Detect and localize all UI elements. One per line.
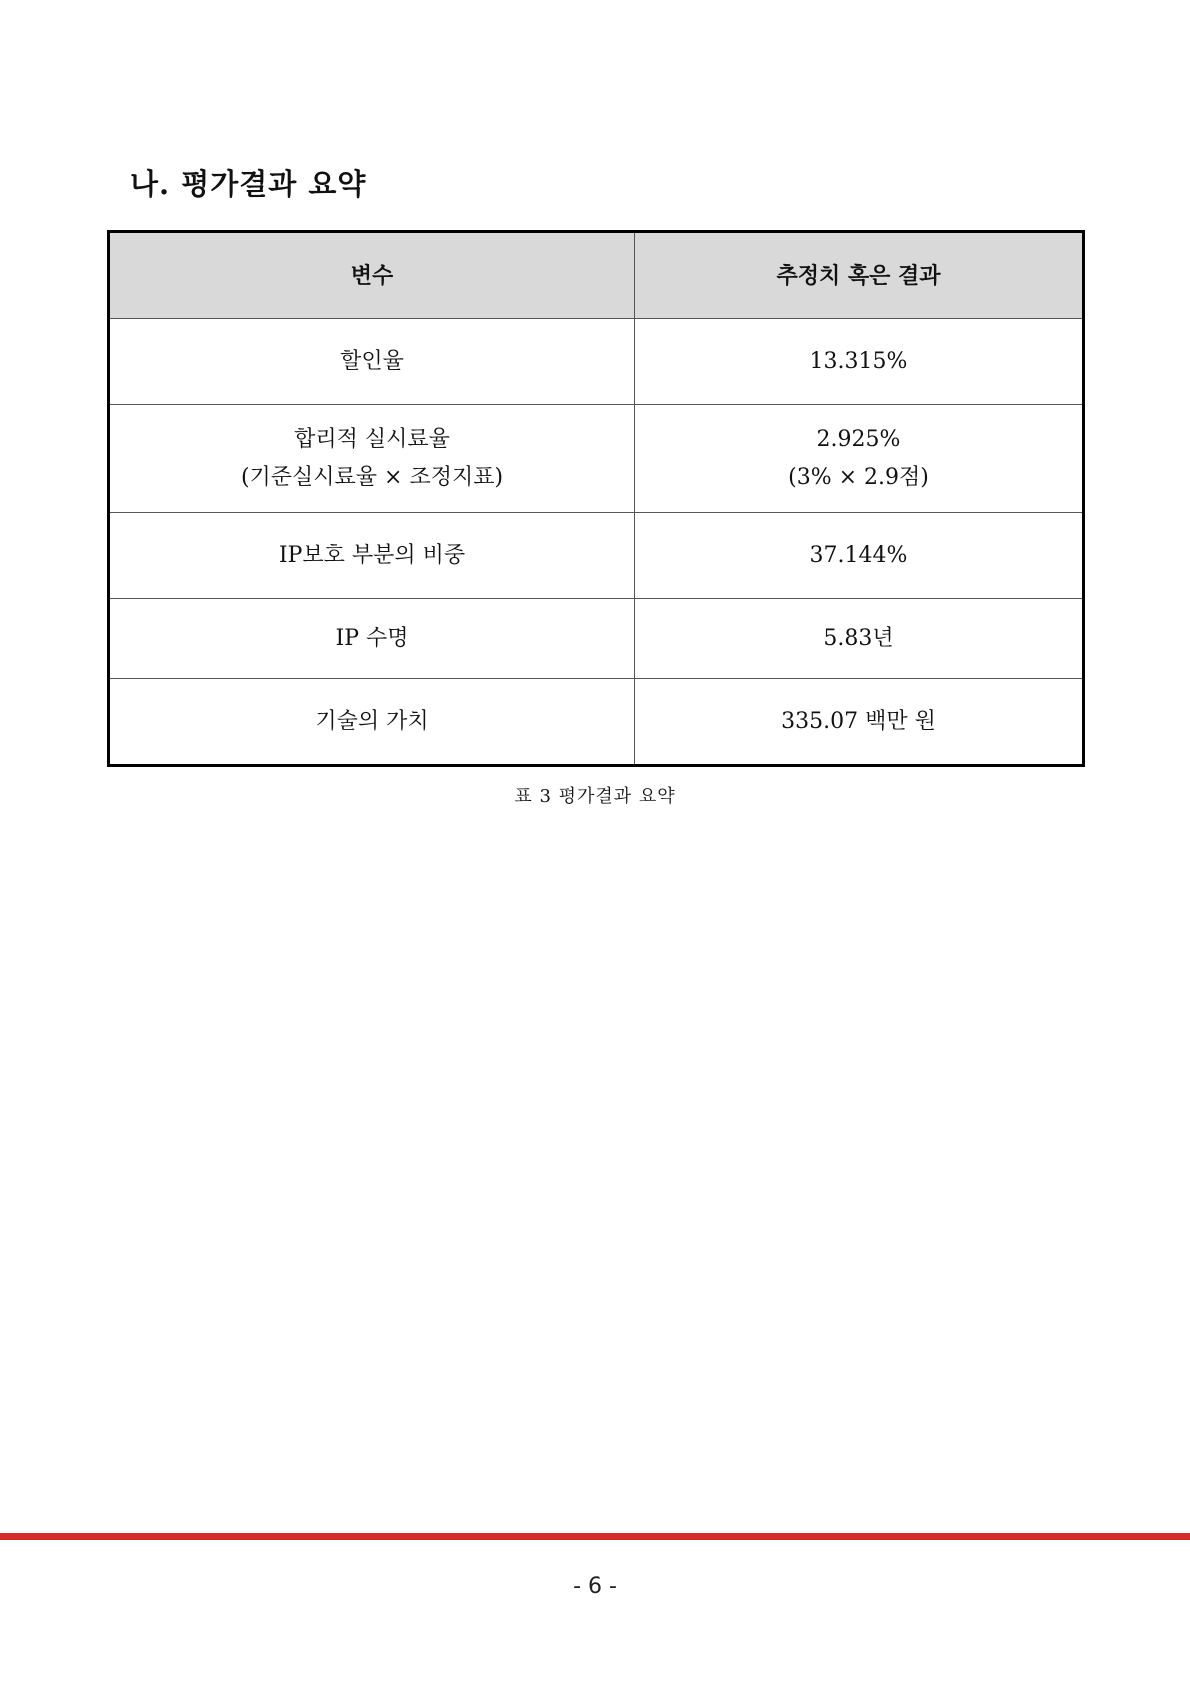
header-variable: 변수 [109,232,635,319]
result-cell [635,679,1084,766]
variable-cell [109,599,635,679]
section-title: 나. 평가결과 요약 [130,167,367,201]
result-text: 335.07 백만 원 [781,708,936,734]
table-header-row [109,232,1084,319]
summary-table [107,230,1085,767]
table-row [109,513,1084,599]
footer-divider [0,1533,1190,1540]
result-cell [635,405,1084,513]
table-row [109,679,1084,766]
result-text: 5.83년 [823,625,894,651]
variable-cell [109,405,635,513]
table-row [109,405,1084,513]
result-cell [635,319,1084,405]
result-text: 2.925% [816,426,901,452]
header-result: 추정치 혹은 결과 [635,232,1084,319]
variable-cell [109,319,635,405]
table-row [109,599,1084,679]
variable-cell [109,679,635,766]
table-caption: 표 3 평가결과 요약 [514,786,676,807]
result-subtext: (3% × 2.9점) [788,464,929,490]
result-text: 37.144% [809,542,908,568]
variable-subtext: (기준실시료율 × 조정지표) [240,464,504,490]
variable-text: 합리적 실시료율 [294,426,450,452]
variable-cell [109,513,635,599]
result-cell [635,513,1084,599]
table-row [109,319,1084,405]
variable-text: IP 수명 [335,625,409,651]
result-text: 13.315% [809,348,908,374]
variable-text: 할인율 [340,348,404,374]
result-cell [635,599,1084,679]
variable-text: 기술의 가치 [315,708,429,734]
variable-text: IP보호 부분의 비중 [278,542,466,568]
page-number: - 6 - [573,1574,617,1599]
